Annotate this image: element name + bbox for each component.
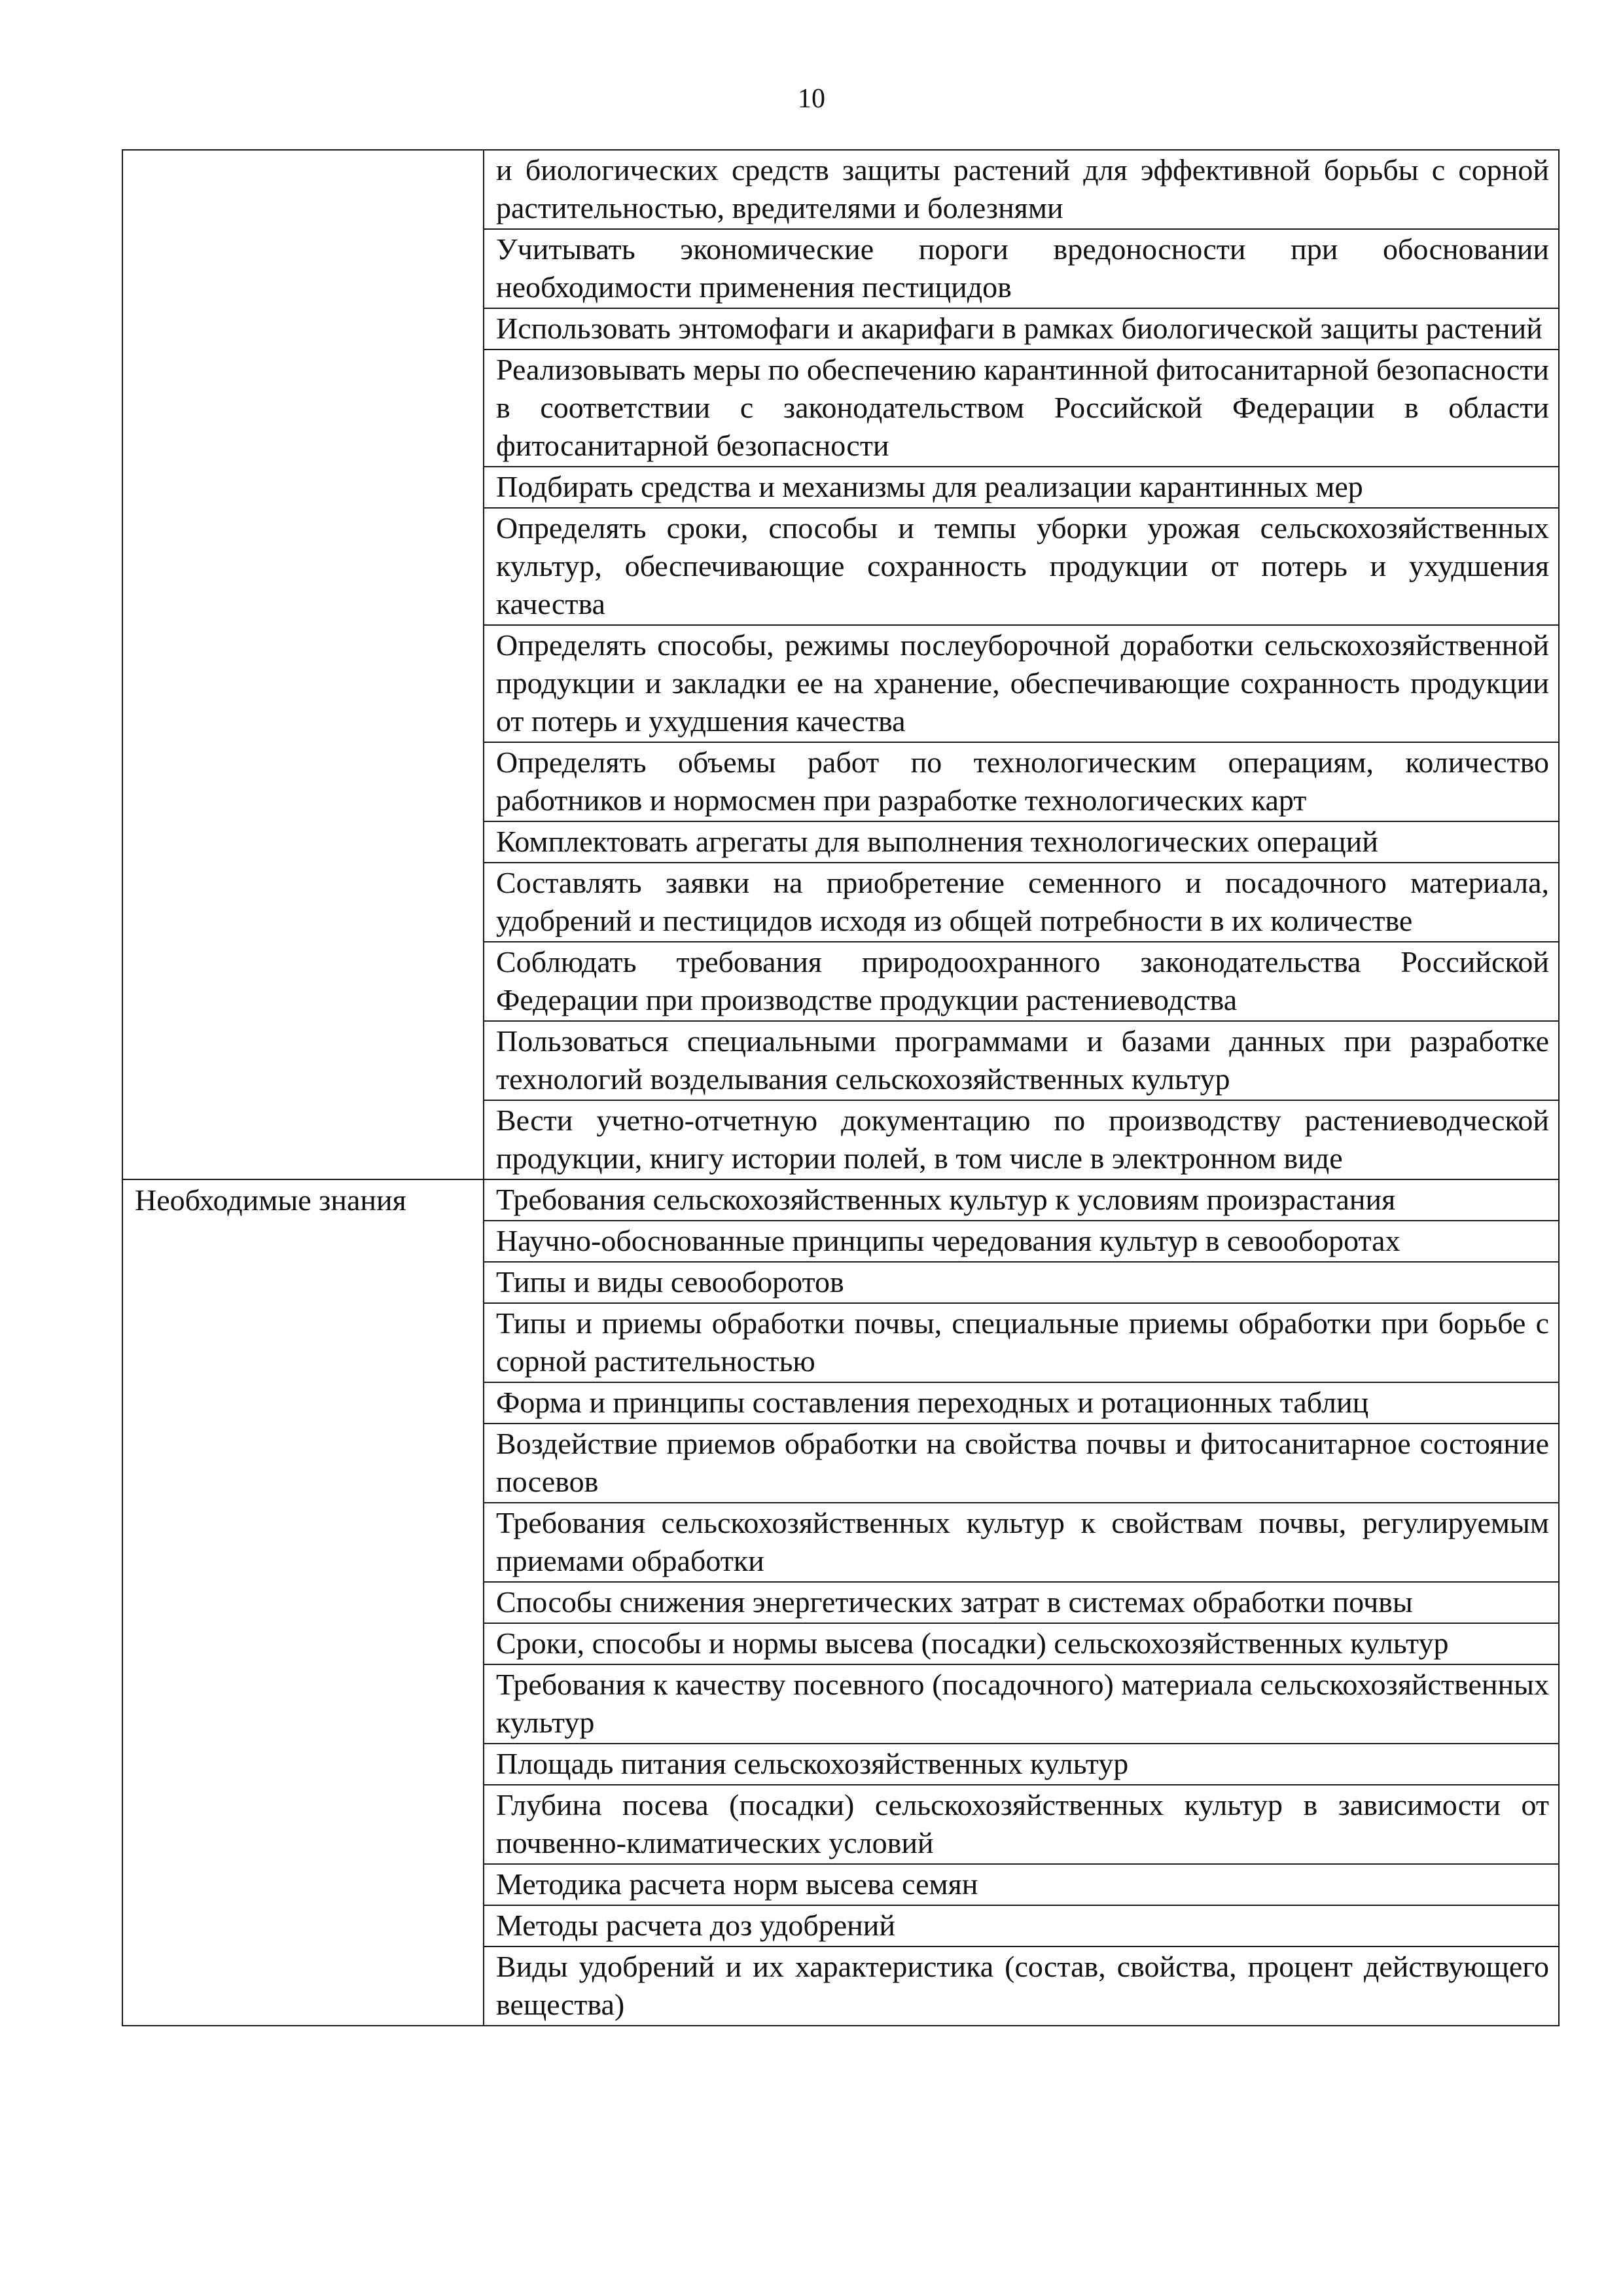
knowledge-item: Площадь питания сельскохозяйственных культур (484, 1744, 1559, 1785)
knowledge-item: Воздействие приемов обработки на свойства почвы и фитосанитарное состояние посевов (484, 1424, 1559, 1503)
skill-item: Вести учетно-отчетную документацию по производству растениеводческой продукции, книгу истории полей, в том числе в электронном виде (484, 1100, 1559, 1179)
skill-item: Пользоваться специальными программами и базами данных при разработке технологий возделывания сельскохозяйственных культур (484, 1021, 1559, 1100)
skill-item: Учитывать экономические пороги вредоносности при обосновании необходимости применения пестицидов (484, 229, 1559, 308)
knowledge-item: Типы и виды севооборотов (484, 1262, 1559, 1303)
table-row (122, 1179, 1559, 1221)
skill-item: Использовать энтомофаги и акарифаги в рамках биологической защиты растений (484, 308, 1559, 350)
knowledge-item: Требования сельскохозяйственных культур к свойствам почвы, регулируемым приемами обработки (484, 1503, 1559, 1582)
knowledge-item: Требования сельскохозяйственных культур к условиям произрастания (484, 1179, 1559, 1221)
competency-table (122, 149, 1560, 2026)
skill-item: Составлять заявки на приобретение семенного и посадочного материала, удобрений и пестицидов исходя из общей потребности в их количестве (484, 863, 1559, 942)
knowledge-item: Типы и приемы обработки почвы, специальные приемы обработки при борьбе с сорной растительностью (484, 1303, 1559, 1382)
table-row (122, 150, 1559, 229)
knowledge-item: Сроки, способы и нормы высева (посадки) сельскохозяйственных культур (484, 1623, 1559, 1664)
knowledge-item: Виды удобрений и их характеристика (состав, свойства, процент действующего вещества) (484, 1946, 1559, 2026)
knowledge-item: Научно-обоснованные принципы чередования культур в севооборотах (484, 1221, 1559, 1262)
knowledge-item: Способы снижения энергетических затрат в системах обработки почвы (484, 1582, 1559, 1623)
knowledge-item: Методика расчета норм высева семян (484, 1864, 1559, 1905)
skill-item: Реализовывать меры по обеспечению карантинной фитосанитарной безопасности в соответствии с законодательством Российской Федерации в области фитосанитарной безопасности (484, 350, 1559, 467)
skill-item: и биологических средств защиты растений для эффективной борьбы с сорной растительностью, вредителями и болезнями (484, 150, 1559, 229)
skills-label-cell (122, 150, 484, 1179)
knowledge-item: Глубина посева (посадки) сельскохозяйственных культур в зависимости от почвенно-климатических условий (484, 1785, 1559, 1864)
skill-item: Комплектовать агрегаты для выполнения технологических операций (484, 821, 1559, 863)
knowledge-label-cell: Необходимые знания (122, 1179, 484, 2026)
knowledge-item: Форма и принципы составления переходных и ротационных таблиц (484, 1382, 1559, 1424)
page-number: 10 (798, 84, 825, 114)
knowledge-item: Методы расчета доз удобрений (484, 1905, 1559, 1946)
skill-item: Определять объемы работ по технологическим операциям, количество работников и нормосмен при разработке технологических карт (484, 742, 1559, 821)
skill-item: Определять сроки, способы и темпы уборки урожая сельскохозяйственных культур, обеспечивающие сохранность продукции от потерь и ухудшения качества (484, 508, 1559, 625)
knowledge-item: Требования к качеству посевного (посадочного) материала сельскохозяйственных культур (484, 1664, 1559, 1744)
skill-item: Подбирать средства и механизмы для реализации карантинных мер (484, 467, 1559, 508)
skill-item: Определять способы, режимы послеуборочной доработки сельскохозяйственной продукции и закладки ее на хранение, обеспечивающие сохранность продукции от потерь и ухудшения качества (484, 625, 1559, 742)
skill-item: Соблюдать требования природоохранного законодательства Российской Федерации при производстве продукции растениеводства (484, 942, 1559, 1021)
